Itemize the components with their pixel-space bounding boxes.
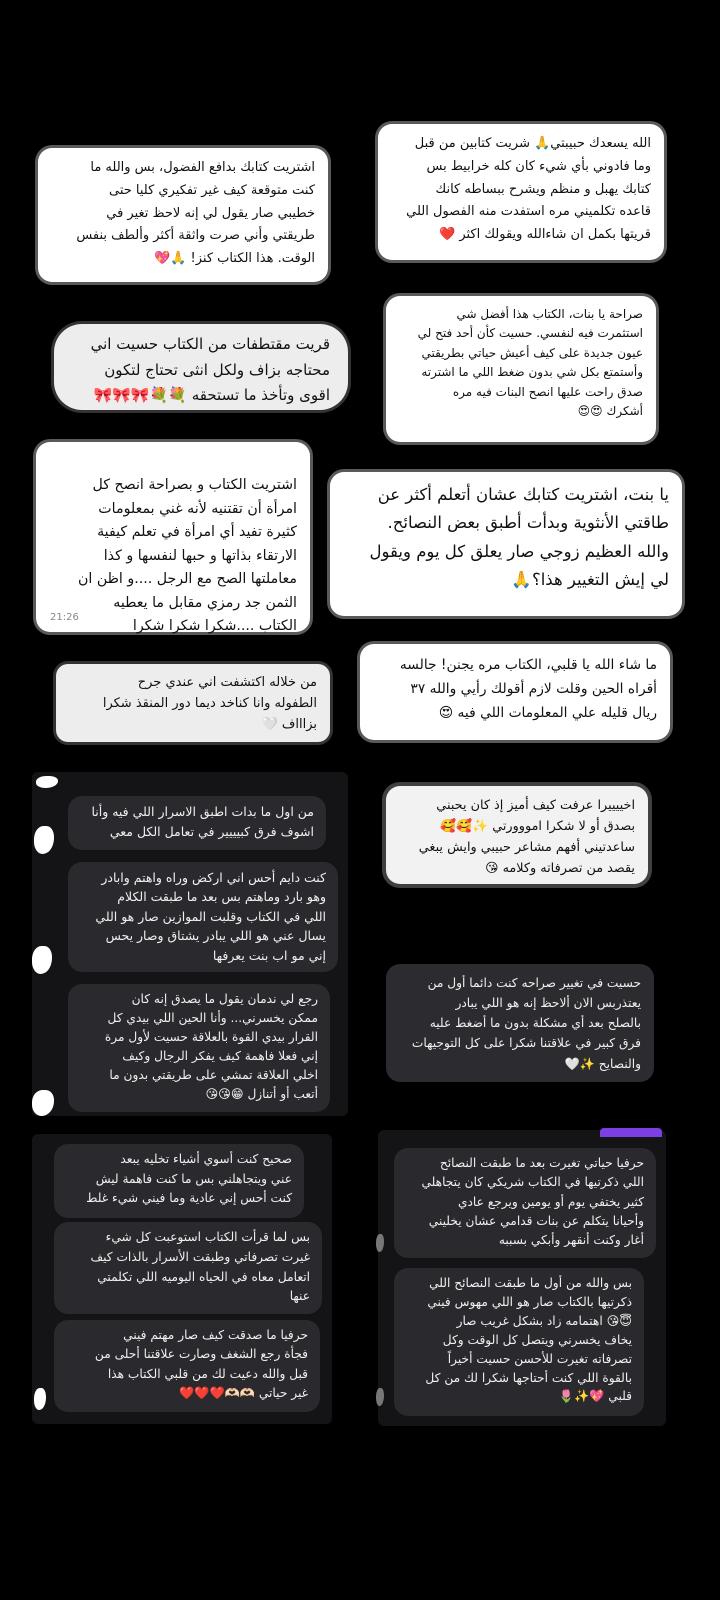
- review-bubble-15: بس لما قرأت الكتاب استوعبت كل شيء غيرت تصرفاتي وطبقت الأسرار بالذات كيف اتعامل معاه في الحياه اليوميه اللي تكلمتي عنها: [54, 1222, 322, 1314]
- review-bubble-9: من اول ما بدات اطبق الاسرار اللي فيه وأنا اشوف فرق كبيييير في تعامل الكل معي: [68, 796, 326, 850]
- message-timestamp: 21:26: [50, 611, 79, 623]
- review-bubble-10: كنت دايم أحس اني اركض وراه واهتم وابادر وهو بارد وماهتم بس بعد ما طبقت الكلام اللي في الكتاب وقلبت الموازين صار هو اللي يسال عني هو اللي يبادر يشتاق وصار يحس إني مو اب بنت يعرفها: [68, 862, 338, 972]
- review-bubble-8: من خلاله اكتشفت اني عندي جرح الطفوله وانا كناخد ديما دور المنقذ شكرا بزاااف 🤍: [56, 664, 330, 742]
- review-bubble-11: رجع لي ندمان يقول ما يصدق إنه كان ممكن يخسرني... وأنا الحين اللي بيدي كل القرار بيدي القوة بالعلاقة حسيت لأول مرة إني فعلا فاهمة كيف يفكر الرجال وكيف اخلي العلاقة تمشي على طريقتي بدون ما أتعب أو أتنازل 😁😘😘: [68, 984, 330, 1112]
- review-bubble-4: قريت مقتطفات من الكتاب حسيت اني محتاجه بزاف ولكل انثى تحتاج لتكون اقوى وتأخذ ما تستحقه 💐💐🎀🎀🎀: [54, 324, 348, 410]
- review-bubble-7: ما شاء الله يا قلبي، الكتاب مره يجنن! جالسه أقراه الحين وقلت لازم أقولك رأيي والله ٣٧ ريال قليله علي المعلومات اللي فيه 😍: [360, 644, 670, 740]
- review-bubble-6: يا بنت، اشتريت كتابك عشان أتعلم أكثر عن طاقتي الأنثوية وبدأت أطبق بعض النصائح. والله العظيم زوجي صار يعلق كل يوم ويقول لي إيش التغيير هذا؟🙏: [330, 472, 682, 616]
- review-bubble-5: [36, 442, 310, 632]
- review-bubble-18: بس والله من أول ما طبقت النصائح اللي ذكرتيها بالكتاب صار هو اللي مهوس فيني 😇😘 اهتمامه زاد بشكل غريب صار يخاف يخسرني ويتصل كل الوقت وكل تصرفاته تغيرت للأحسن حسيت أخيراً بالقوة اللي كنت أحتاجها شكرا لك من كل قلبي 💖✨🌷: [394, 1268, 644, 1416]
- review-bubble-13: حسيت في تغيير صراحه كنت دائما أول من يعتذربس الان ألاحظ إنه هو اللي يبادر بالصلح بعد أي مشكلة بدون ما أضغط عليه فرق كبير في علاقتنا شكرا على كل التوجيهات والنصايح ✨🤍: [386, 964, 654, 1082]
- review-bubble-3: صراحة يا بنات، الكتاب هذا أفضل شي استثمرت فيه لنفسي. حسيت كأن أحد فتح لي عيون جديدة على كيف أعيش حياتي بطريقتي وأستمتع بكل شي بدون ضغط اللي ما اشترته صدق راحت عليها انصح البنات فيه مره أشكرك 😍😍: [386, 296, 656, 442]
- review-bubble-17: حرفيا حياتي تغيرت بعد ما طبقت النصائح اللي ذكرتيها في الكتاب شريكي كان يتجاهلي كثير يختفي يوم أو يومين ويرجع عادي وأحيانا يتكلم عن بنات قدامي عشان يخليني أغار وكنت أنقهر وأبكي بسببه: [394, 1148, 656, 1258]
- review-bubble-12: اخييييرا عرفت كيف أميز إذ كان يحبني بصدق أو لا شكرا امووورتي ✨🥰🥰 ساعدتيني أفهم مشاعر حبيبي وايش يبغي يقصد من تصرفاته وكلامه 😘: [386, 786, 648, 884]
- review-bubble-16: حرفيا ما صدقت كيف صار مهتم فيني فجأة رجع الشغف وصارت علاقتنا أحلى من قبل والله دعيت لك من قلبي الكتاب هذا غير حياتي 🫶🏻🫶🏻❤️❤️❤️: [54, 1320, 320, 1412]
- review-bubble-1: الله يسعدك حبيبتي🙏 شريت كتابين من قبل وما فادوني بأي شيء كان كله خرابيط بس كتابك يهبل و منظم ويشرح ببساطه كانك قاعده تكلميني مره استفدت منه الفصول اللي قريتها بكمل ان شاءالله ويقولك اكثر ❤️: [378, 124, 664, 260]
- review-text: اشتريت الكتاب و بصراحة انصح كل امرأة أن تقتنيه لأنه غني بمعلومات كثيرة تفيد أي امرأة في تعلم كيفية الارتقاء بذاتها و حبها لنفسها و كذا معاملتها الصح مع الرجل ....و اظن ان الثمن جد رمزي مقابل ما يعطيه الكتاب ....شكرا شكرا شكرا: [77, 477, 297, 634]
- review-bubble-2: اشتريت كتابك بدافع الفضول، بس والله ما كنت متوقعة كيف غير تفكيري كليا حتى خطيبي صار يقول لي إنه لاحظ تغير في طريقتي وأني صرت واثقة أكثر وألطف بنفس الوقت. هذا الكتاب كنز! 🙏💖: [38, 148, 328, 282]
- accent-bar: [600, 1128, 662, 1137]
- review-bubble-14: صحيح كنت أسوي أشياء تخليه يبعد عني ويتجاهلني بس ما كنت فاهمة ليش كنت أحس إني عادية وما فيني شيء غلط: [54, 1144, 304, 1218]
